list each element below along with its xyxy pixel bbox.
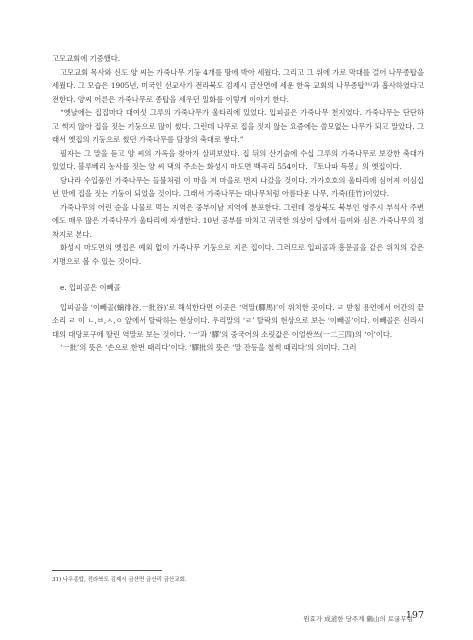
body-text <box>52 52 424 355</box>
footnote: 31) 나우종탑, 전라북도 김제시 금산면 금산리 금산교회. <box>52 577 187 583</box>
paragraph: 당나라 수입품인 가죽나무는 들불처럼 이 마을 저 마을로 번져 나갔을 것이다. 가가호호의 울타리에 심어져 이심십 년 만에 집을 짓는 기둥이 되었을 것이다. 그래서 가죽나무는 대나무처럼 아름다운 나무, 가죽(佳竹)이었다. <box>52 175 424 198</box>
section-heading: e. 입피골은 이빼골 <box>60 283 121 292</box>
paragraph: 고모교회 목사와 신도 양 씨는 가죽나무 기둥 4개를 땅에 박아 세웠다. 그리고 그 위에 가로 막대를 걸어 나무종탑을 세웠다. 그 모습은 1905년, 미국인 선교사가 전라북도 김제시 금산면에 세운 한옥 교회의 나무종탑³¹⁾과 흡사하였다고 전한다. 양씨 어른은 가죽나무로 종탑을 세우던 일화를 이렇게 이야기 한다. <box>52 67 424 104</box>
paragraph: 화성시 마도면의 옛집은 예외 없이 가죽나무 기둥으로 지은 집이다. 그러므로 입피골과 흥문골을 같은 위치의 같은 지명으로 볼 수 있는 것이다. <box>52 243 424 266</box>
page-number: 197 <box>405 610 424 621</box>
paragraph: 가죽나무의 어린 순을 나물로 먹는 지역은 중부이남 지역에 분포한다. 그런데 경상북도 북부인 영주시 부석사 주변에도 매우 많은 가죽나무가 울타리에 자생한다. 10년 공부를 마치고 귀국한 의상이 당에서 들여와 심은 가죽나무의 정착지로 본다. <box>52 202 424 239</box>
footnote-divider <box>52 570 162 571</box>
paragraph: 고모교회에 기증했다. <box>52 54 121 63</box>
paragraph: 필자는 그 말을 듣고 양 씨의 가옥을 찾아가 살펴보았다. 집 뒤의 산기슭에 수십 그루의 가죽나무로 보강한 축대가 있었다. 블루베리 농사를 짓는 양 씨 댁의 주소는 화성시 마도면 백곡리 554이다. 『토나파 득봉』의 옛집이다. <box>52 148 424 171</box>
paragraph: 입피골을 ‘이빼골(螭徘谷,一批谷)’로 해석한다면 이곳은 ‘역말(驛馬)’이 위치한 곳이다. ㄹ 받침 용언에서 어간의 끝소리 ㄹ 이 ㄴ,ㅂ,ㅅ,ㅇ 앞에서 탈락하는 현상이다. 우리말의 ‘ㄹ’ 탈락의 현상으로 보는 ‘이빼골’이다. 이빼골은 신라시대의 대당포구에 딸린 역말로 보는 것이다. ‘一’과 ‘驛’의 중국어의 소릿값은 이얼싼쓰(一二三四)의 ‘이’이다. <box>52 302 424 339</box>
quote-paragraph: “옛날에는 집집마다 대여섯 그루의 가죽나무가 울타리에 있었다. 입피골은 가죽나무 천지였다. 가죽나무는 단단하고 썩지 않아 집을 짓는 기둥으로 많이 썼다. 그런데 나무로 집을 짓지 않는 요즘에는 쓸모없는 나무가 되고 말았다. 그래서 옛집의 기둥으로 썼던 가죽나무를 담장의 축대로 쌓다.” <box>52 108 424 144</box>
paragraph: ‘一批’의 뜻은 ‘손으로 한번 때리다’이다. ‘驛批의 뜻은 ‘말 잔등을 철썩 때리다’의 의미다. 그러 <box>60 343 357 352</box>
running-header: 원효가 成道한 당주계 鶴山의 토굴무덤 <box>303 615 413 623</box>
